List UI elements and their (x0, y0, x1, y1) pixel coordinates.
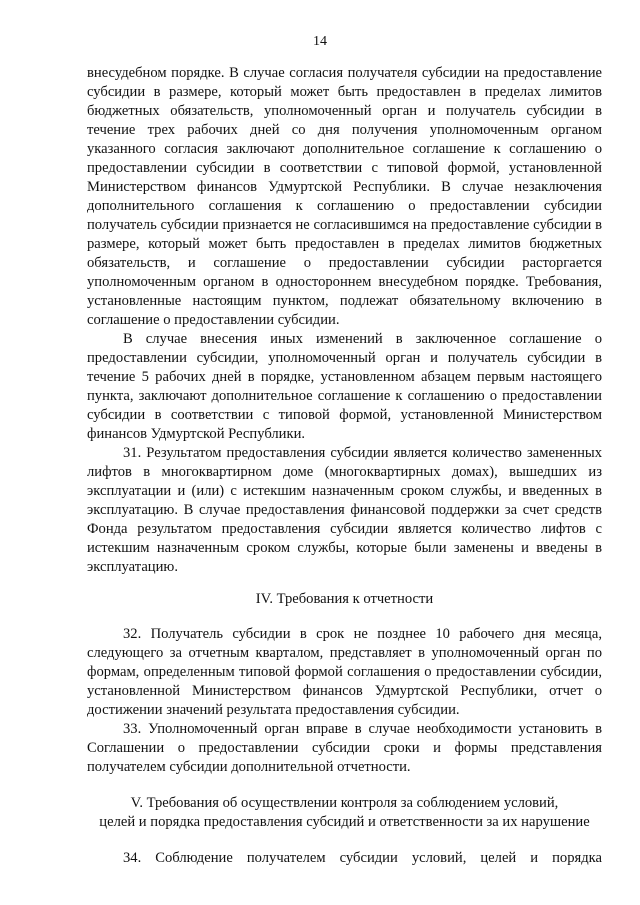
paragraph-continuation: внесудебном порядке. В случае согласия получателя субсидии на предоставление субсидии в размере, который может быть предоставлен в пределах лимитов бюджетных обязательств, уполномоченный орган и получатель субсидии в течение трех рабочих дней со дня получения уполномоченным органом указанного согласия заключают дополнительное соглашение к соглашению о предоставлении субсидии в соответствии с типовой формой, установленной Министерством финансов Удмуртской Республики. В случае незаключения дополнительного соглашения к соглашению о предоставлении субсидии получатель субсидии признается не согласившимся на предоставление субсидии в размере, который может быть предоставлен в пределах лимитов бюджетных обязательств, и соглашение о предоставлении субсидии расторгается уполномоченным органом в одностороннем внесудебном порядке. Требования, установленные настоящим пунктом, подлежат обязательному включению в соглашение о предоставлении субсидии. (87, 65, 602, 328)
section-4-heading: IV. Требования к отчетности (255, 591, 434, 607)
section-5-heading-line-1: V. Требования об осуществлении контроля за соблюдением условий, (130, 795, 559, 811)
paragraph-31: 31. Результатом предоставления субсидии является количество замененных лифтов в многоквартирном доме (многоквартирных домах), вышедших из эксплуатации и (или) с истекшим назначенным сроком службы, и введенных в эксплуатацию. В случае предоставления финансовой поддержки за счет средств Фонда результатом предоставления субсидии является количество лифтов с истекшим назначенным сроком службы, которые были заменены и введены в эксплуатацию. (87, 445, 602, 575)
document-body (87, 64, 602, 868)
paragraph-34: 34. Соблюдение получателем субсидии условий, целей и порядка (123, 850, 602, 866)
section-5-heading (87, 794, 602, 832)
section-5-heading-line-2: целей и порядка предоставления субсидий и ответственности за их нарушение (99, 814, 590, 830)
paragraph-32: 32. Получатель субсидии в срок не позднее 10 рабочего дня месяца, следующего за отчетным кварталом, представляет в уполномоченный орган по формам, определенным типовой формой соглашения о предоставлении субсидии, установленной Министерством финансов Удмуртской Республики, отчет о достижении значений результата предоставления субсидии. (87, 626, 602, 718)
page-number: 14 (313, 34, 327, 49)
paragraph-33: 33. Уполномоченный орган вправе в случае необходимости установить в Соглашении о предоставлении субсидии сроки и формы представления получателем субсидии дополнительной отчетности. (87, 721, 602, 775)
paragraph-amendments: В случае внесения иных изменений в заключенное соглашение о предоставлении субсидии, уполномоченный орган и получатель субсидии в течение 5 рабочих дней в порядке, установленном абзацем первым настоящего пункта, заключают дополнительное соглашение к соглашению о предоставлении субсидии в соответствии с типовой формой, установленной Министерством финансов Удмуртской Республики. (87, 331, 602, 442)
